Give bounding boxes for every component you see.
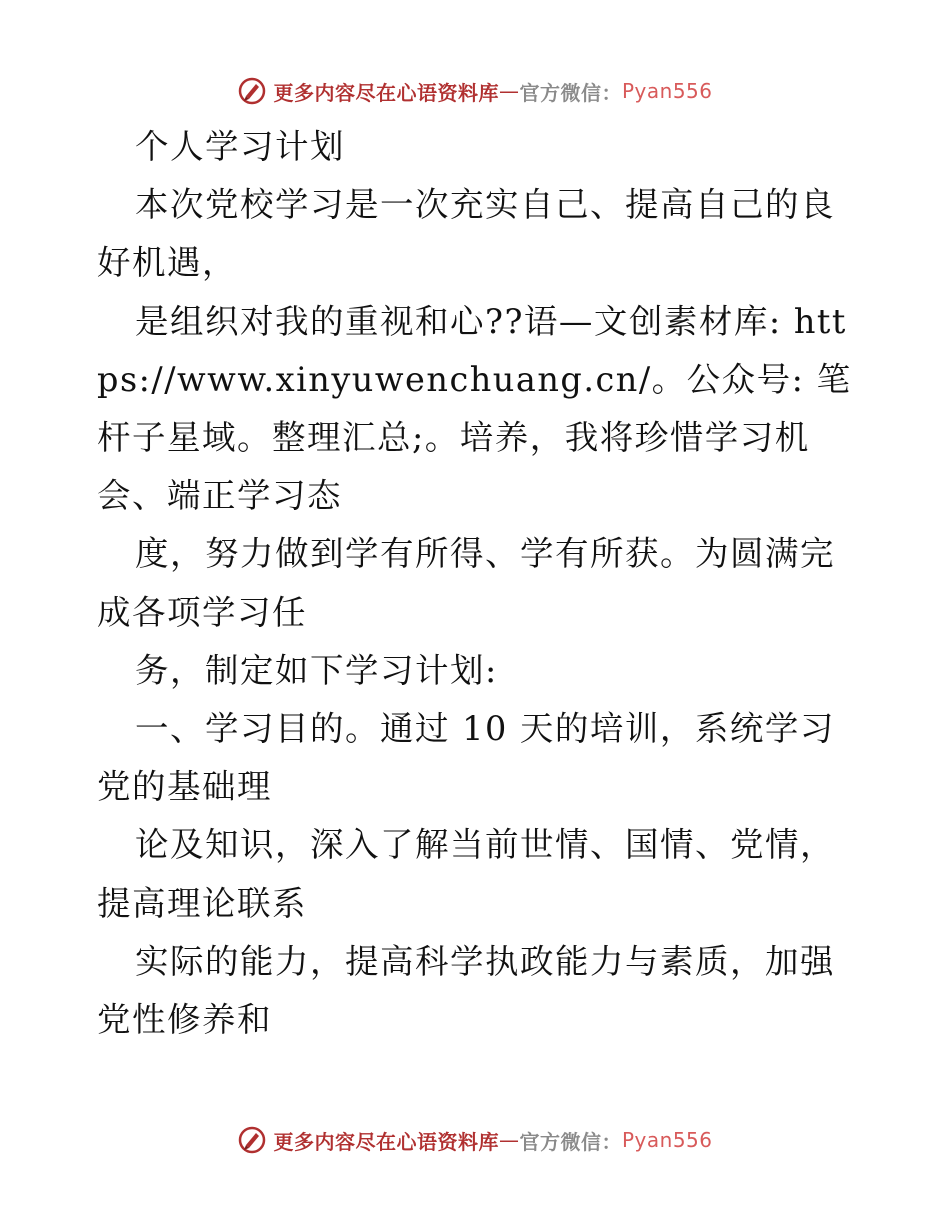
header-banner: [0, 71, 950, 111]
pen-logo-icon: [237, 76, 267, 106]
paragraph: 论及知识，深入了解当前世情、国情、党情，提高理论联系: [97, 825, 835, 923]
paragraph: 度，努力做到学有所得、学有所获。为圆满完成各项学习任: [97, 534, 835, 632]
footer-dash: —: [498, 1128, 520, 1152]
footer-banner: [0, 1120, 950, 1160]
header-wechat-handle: Pyan556: [621, 79, 713, 103]
footer-wechat-handle: Pyan556: [621, 1128, 713, 1152]
pen-logo-icon: [237, 1125, 267, 1155]
header-site-text: 更多内容尽在心语资料库: [273, 80, 499, 105]
paragraph: 是组织对我的重视和心??语—文创素材库: https://www.xinyuwenchuang.cn/。公众号: 笔杆子星域。整理汇总;。培养，我将珍惜学习机会、端正学习态: [97, 301, 852, 516]
paragraph: 务，制定如下学习计划:: [135, 650, 498, 690]
paragraph: 一、学习目的。通过 10 天的培训，系统学习党的基础理: [97, 709, 835, 807]
footer-wechat-label: 官方微信：: [519, 1129, 622, 1154]
footer-site-text: 更多内容尽在心语资料库: [273, 1129, 499, 1154]
document-body: [97, 118, 857, 1049]
header-wechat-label: 官方微信：: [519, 80, 622, 105]
paragraph: 本次党校学习是一次充实自己、提高自己的良好机遇，: [97, 185, 835, 283]
paragraph: 实际的能力，提高科学执政能力与素质，加强党性修养和: [97, 941, 835, 1040]
document-title: 个人学习计划: [135, 127, 345, 166]
header-dash: —: [498, 79, 520, 103]
